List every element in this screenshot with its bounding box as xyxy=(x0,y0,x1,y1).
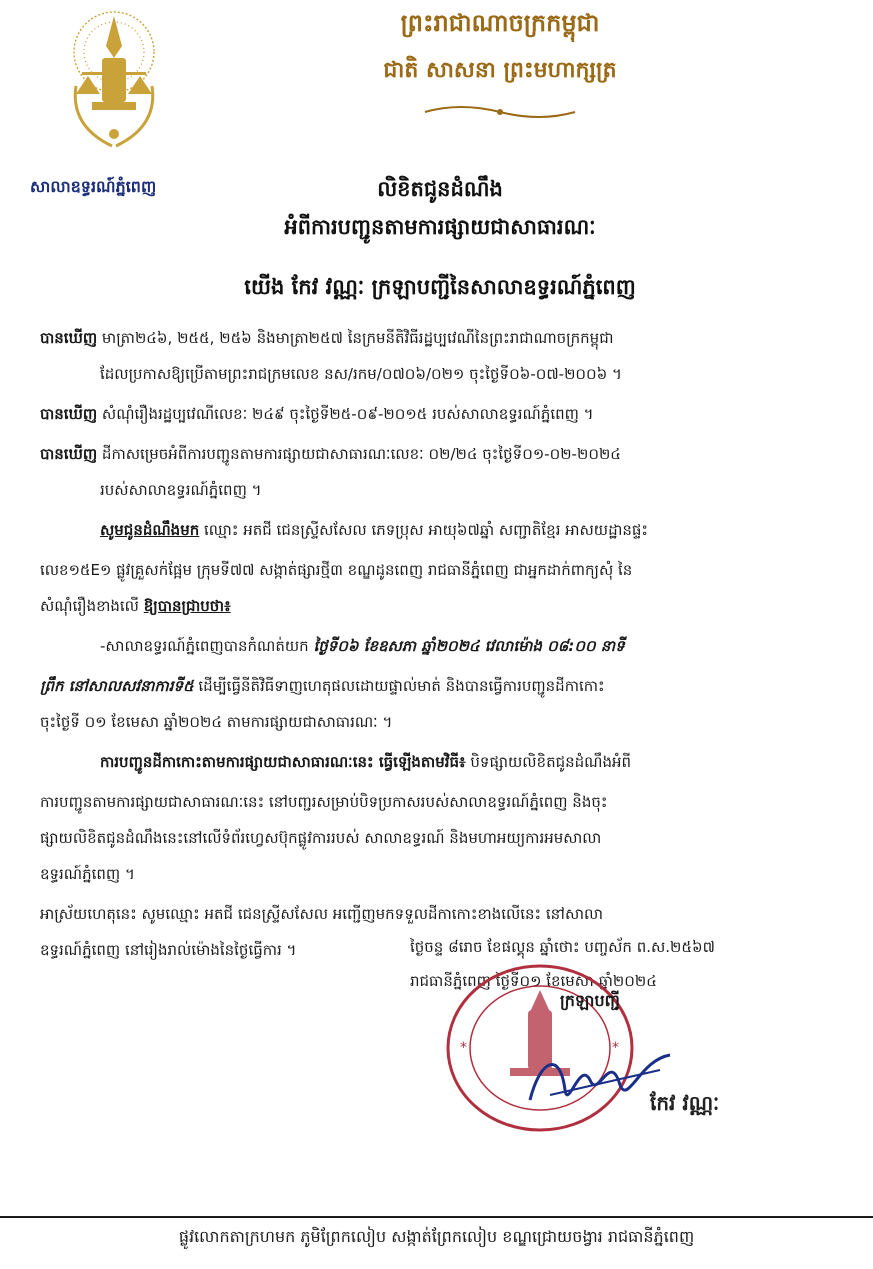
paragraph-text: របស់សាលាឧទ្ធរណ៍ភ្នំពេញ ។ xyxy=(100,481,262,499)
lead-text: បានឃើញ xyxy=(40,405,98,423)
hearing-place: ព្រឹក នៅសាលសវនាការទី៥ xyxy=(40,677,194,695)
issuer-line: យើង កែវ វណ្ណៈ ក្រឡាបញ្ជីនៃសាលាឧទ្ធរណ៍ភ្នំពេញ xyxy=(244,275,636,299)
lead-text: បានឃើញ xyxy=(40,329,98,347)
footer-divider xyxy=(0,1216,873,1218)
paragraph-text: ឧទ្ធរណ៍ភ្នំពេញ ។ xyxy=(40,865,135,883)
paragraph xyxy=(40,744,840,780)
paragraph-text: ដីកាសម្រេចអំពីការបញ្ជូនតាមការផ្សាយជាសាធារណៈលេខៈ ០២/២៤ ចុះថ្ងៃទី០១-០២-២០២៤ xyxy=(101,445,621,463)
document-title: លិខិតជូនដំណឹង xyxy=(377,177,503,201)
paragraph-text: ដើម្បីធ្វើនីតិវិធីទាញហេតុផលដោយផ្ទាល់មាត់ និងបានធ្វើការបញ្ជូនដីកាកោះ xyxy=(198,677,605,695)
national-motto: ជាតិ សាសនា ព្រះមហាក្សត្រ xyxy=(383,58,617,83)
paragraph-text: សំណុំរឿងខាងលើ xyxy=(40,597,139,615)
paragraph-text: ឧទ្ធរណ៍ភ្នំពេញ នៅរៀងរាល់ម៉ោងនៃថ្ងៃធ្វើការ ។ xyxy=(40,941,297,959)
paragraph xyxy=(40,396,840,432)
kingdom-title: ព្រះរាជាណាចក្រកម្ពុជា xyxy=(400,9,600,37)
paragraph-text: ផ្សាយលិខិតជូនដំណឹងនេះនៅលើទំព័រហ្វេសប៊ុកផ្លូវការរបស់ សាលាឧទ្ធរណ៍ និងមហាអយ្យការអមសាលា xyxy=(40,829,602,847)
lead-text: ការបញ្ជូនដីកាកោះតាមការផ្សាយជាសាធារណៈនេះ ធ្វើឡើងតាមវិធី៖ xyxy=(100,753,466,771)
signatory-role: ក្រឡាបញ្ជី xyxy=(560,991,620,1010)
signatory-name: កែវ វណ្ណៈ xyxy=(650,1091,720,1115)
svg-text:*: * xyxy=(612,1040,619,1056)
paragraph xyxy=(40,512,840,548)
paragraph xyxy=(40,784,840,892)
paragraph-text: បិទផ្សាយលិខិតជូនដំណឹងអំពី xyxy=(470,753,632,771)
document-subtitle: អំពីការបញ្ជូនតាមការផ្សាយជាសាធារណៈ xyxy=(284,215,596,239)
svg-text:*: * xyxy=(460,1040,467,1056)
paragraph-text: ការបញ្ជូនតាមការផ្សាយជាសាធារណៈនេះ នៅបញ្ជរសម្រាប់បិទប្រកាសរបស់សាលាឧទ្ធរណ៍ភ្នំពេញ និងចុះ xyxy=(40,793,608,811)
court-emblem-icon xyxy=(62,6,166,158)
court-name: សាលាឧទ្ធរណ៍ភ្នំពេញ xyxy=(30,177,157,196)
lead-text: បានឃើញ xyxy=(40,445,98,463)
paragraph-text: លេខ១៥E១ ផ្លូវគ្រួសក់ផ្អែម ក្រុមទី៧៧ សង្កាត់ផ្សារថ្មី៣ ខណ្ឌដូនពេញ រាជធានីភ្នំពេញ ជាអ្នកដាក់ពាក្យសុំ នៃ xyxy=(40,561,633,579)
notice-text: ឱ្យបានជ្រាបថា៖ xyxy=(143,597,231,615)
hearing-date: ថ្ងៃទី០៦ ខែឧសភា ឆ្នាំ២០២៤ វេលាម៉ោង ០៨:០០ នាទី xyxy=(313,637,625,655)
footer-address: ផ្លូវលោកតាក្រហមក ភូមិព្រែកលៀប សង្កាត់ព្រែកលៀប ខណ្ឌជ្រោយចង្វារ រាជធានីភ្នំពេញ xyxy=(178,1227,695,1246)
paragraph xyxy=(40,668,840,740)
paragraph-text: ចុះថ្ងៃទី ០១ ខែមេសា ឆ្នាំ២០២៤ តាមការផ្សាយជាសាធារណៈ ។ xyxy=(40,713,393,731)
paragraph xyxy=(40,320,840,392)
paragraph xyxy=(40,436,840,508)
paragraph xyxy=(40,628,840,664)
paragraph-text: មាត្រា២៤៦, ២៥៥, ២៥៦ និងមាត្រា២៥៧ នៃក្រមនីតិវិធីរដ្ឋប្បវេណីនៃព្រះរាជាណាចក្រកម្ពុជា xyxy=(101,329,614,347)
paragraph-text: -សាលាឧទ្ធរណ៍ភ្នំពេញបានកំណត់យក xyxy=(100,637,309,655)
paragraph xyxy=(40,552,840,624)
lunar-date: ថ្ងៃចន្ទ ៨រោច ខែផល្គុន ឆ្នាំថោះ បញ្ចស័ក ព.ស.២៥៦៧ xyxy=(410,938,715,956)
document-body xyxy=(40,320,840,972)
paragraph-text: សំណុំរឿងរដ្ឋប្បវេណីលេខៈ ២៤៩ ចុះថ្ងៃទី២៥-០៩-២០១៥ របស់សាលាឧទ្ធរណ៍ភ្នំពេញ ។ xyxy=(101,405,594,423)
paragraph-text: ឈ្មោះ អតជី ជេនស្រ្ទីសសែល ភេទប្រុស អាយុ៦៧ឆ្នាំ សញ្ជាតិខ្មែរ អាសយដ្ឋានផ្ទះ xyxy=(204,521,648,539)
lead-text: សូមជូនដំណឹងមក xyxy=(100,521,200,539)
gregorian-date: រាជធានីភ្នំពេញ ថ្ងៃទី០១ ខែមេសា ឆ្នាំ២០២៤ xyxy=(410,972,657,990)
ornament-divider-icon xyxy=(420,102,580,122)
paragraph-text: អាស្រ័យហេតុនេះ សូមឈ្មោះ អតជី ជេនស្រ្ទីសសែល អញ្ជើញមកទទួលដីកាកោះខាងលើនេះ នៅសាលា xyxy=(40,905,604,923)
paragraph-text: ដែលប្រកាសឱ្យប្រើតាមព្រះរាជក្រមលេខ នស/រកម/០៧០៦/០២១ ចុះថ្ងៃទី០៦-០៧-២០០៦ ។ xyxy=(100,365,622,383)
